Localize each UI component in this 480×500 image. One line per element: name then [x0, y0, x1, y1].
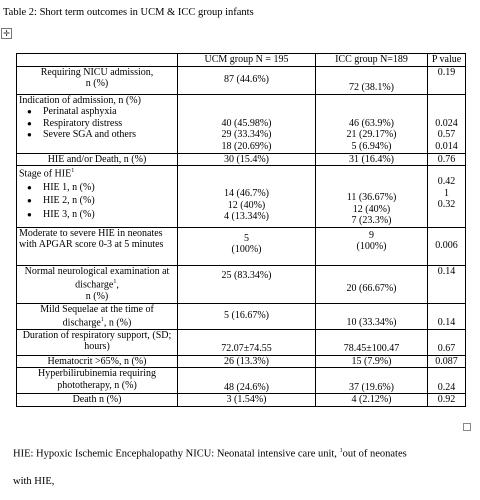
value: (100%)	[231, 244, 262, 255]
cell-ucm: 26 (13.3%)	[178, 355, 316, 368]
footnote-mark: 1	[100, 317, 104, 323]
value: (100%)	[356, 241, 387, 252]
list-item	[19, 182, 175, 194]
table-row	[17, 368, 466, 394]
value: 29 (33.34%)	[221, 129, 272, 140]
table-row	[17, 303, 466, 329]
cell-icc: 37 (19.6%)	[316, 368, 428, 394]
table-row	[17, 153, 466, 166]
cell-ucm: 5 (16.67%)	[178, 303, 316, 329]
row-label-nicu	[17, 66, 178, 94]
item-text: HIE 2, n (%)	[43, 195, 95, 207]
value: 7 (23.3%)	[351, 215, 392, 226]
row-label-indication	[17, 94, 178, 153]
header-empty-cell	[17, 54, 178, 67]
value: 5 (6.94%)	[351, 140, 392, 152]
list-item	[19, 106, 175, 118]
value: 0.42	[437, 176, 456, 187]
header-p: P value	[428, 54, 466, 67]
value: 12 (40%)	[352, 203, 391, 215]
label-line	[19, 166, 175, 180]
row-label-resp-support: Duration of respiratory support, (SD; hours)	[17, 329, 178, 355]
table-row	[17, 265, 466, 303]
table-row	[17, 66, 466, 94]
cell-ucm: 25 (83.34%)	[178, 265, 316, 303]
value: 14 (46.7%)	[224, 188, 269, 199]
cell-ucm: 72.07±74.55	[178, 329, 316, 355]
item-text: HIE 3, n (%)	[43, 208, 95, 220]
bullet-icon: ●	[27, 196, 32, 206]
cell-p: 0.92	[428, 394, 466, 407]
cell-p: 0.67	[428, 329, 466, 355]
cell-ucm	[178, 94, 316, 153]
row-label-hie-death: HIE and/or Death, n (%)	[17, 153, 178, 166]
table-row	[17, 94, 466, 153]
value: 1	[444, 187, 449, 199]
bullet-icon: ●	[27, 182, 32, 192]
table-title: Table 2: Short term outcomes in UCM & ICC group infants	[3, 7, 254, 18]
footnote-mark: 1	[113, 279, 117, 285]
value: 18 (20.69%)	[221, 140, 272, 152]
cell-ucm: 48 (24.6%)	[178, 368, 316, 394]
item-text: Respiratory distress	[43, 117, 123, 129]
row-label-normal-neuro	[17, 265, 178, 303]
table-row	[17, 394, 466, 407]
item-text: Severe SGA and others	[43, 129, 137, 140]
bullet-icon: ●	[27, 209, 32, 219]
row-label-mild-sequelae	[17, 303, 178, 329]
cell-icc: 10 (33.34%)	[316, 303, 428, 329]
value: 21 (29.17%)	[346, 129, 397, 140]
table-move-handle-icon[interactable]: ✛	[1, 28, 12, 39]
value: 0.014	[435, 140, 458, 152]
header-ucm: UCM group N = 195	[178, 54, 316, 67]
table-row	[17, 166, 466, 228]
item-text: Perinatal asphyxia	[43, 106, 117, 117]
list-item	[19, 209, 175, 221]
label-text: ,	[116, 279, 119, 291]
footnote-text: HIE: Hypoxic Ischemic Encephalopathy NICU: Neonatal intensive care unit,	[13, 448, 340, 460]
row-label-hematocrit: Hematocrit >65%, n (%)	[17, 355, 178, 368]
label-line: Indication of admission, n (%)	[19, 94, 141, 106]
cell-icc: 15 (7.9%)	[316, 355, 428, 368]
cell-icc	[316, 94, 428, 153]
footnote-mark: 1	[339, 448, 343, 454]
cell-icc	[316, 227, 428, 265]
value: 0.57	[437, 129, 456, 140]
value: 46 (63.9%)	[349, 117, 394, 129]
list-item	[19, 195, 175, 207]
label-text: Normal neurological examination at discharge	[24, 265, 170, 291]
table-row	[17, 329, 466, 355]
label-line: Requiring NICU admission,	[40, 66, 154, 78]
cell-p: 0.14	[428, 303, 466, 329]
bullet-icon: ●	[27, 130, 32, 139]
cell-p	[428, 94, 466, 153]
cell-p: 0.76	[428, 153, 466, 166]
header-icc: ICC group N=189	[316, 54, 428, 67]
bullet-icon: ●	[27, 107, 32, 116]
cell-p: 0.19	[428, 66, 466, 94]
row-label-stage	[17, 166, 178, 228]
value: 4 (13.34%)	[224, 211, 269, 222]
cell-ucm: 30 (15.4%)	[178, 153, 316, 166]
label-text: Mild Sequelae at the time of discharge	[40, 303, 154, 329]
value: 5	[244, 232, 249, 244]
footnote-mark: 1	[71, 168, 75, 174]
label-text: , n (%)	[103, 317, 132, 329]
cell-ucm	[178, 166, 316, 228]
cell-icc	[316, 166, 428, 228]
value: 11 (36.67%)	[346, 192, 397, 203]
table-row	[17, 355, 466, 368]
cell-p: 0.006	[428, 227, 466, 265]
value: 9	[369, 229, 374, 241]
row-label-hyperbilirubinemia: Hyperbilirubinemia requiring phototherapy, n (%)	[17, 368, 178, 394]
cell-p: 0.14	[428, 265, 466, 303]
list-item	[19, 129, 175, 141]
cell-ucm: 3 (1.54%)	[178, 394, 316, 407]
item-text: HIE 1, n (%)	[43, 181, 95, 193]
list-item	[19, 118, 175, 130]
cell-ucm: 87 (44.6%)	[178, 66, 316, 94]
cell-p: 0.24	[428, 368, 466, 394]
footnote-text: out of neonates	[342, 448, 407, 460]
label-text: Stage of HIE	[19, 168, 72, 180]
bullet-icon: ●	[27, 118, 32, 128]
cell-icc: 72 (38.1%)	[316, 66, 428, 94]
footnote-line-1	[13, 448, 407, 460]
row-label-death: Death n (%)	[17, 394, 178, 407]
cell-icc: 4 (2.12%)	[316, 394, 428, 407]
footnote-line-2: with HIE,	[13, 476, 55, 487]
table-resize-handle-icon[interactable]	[463, 423, 471, 431]
row-label-apgar: Moderate to severe HIE in neonates with APGAR score 0-3 at 5 minutes	[17, 227, 178, 265]
table-header-row	[17, 54, 466, 67]
cell-icc: 20 (66.67%)	[316, 265, 428, 303]
cell-ucm	[178, 227, 316, 265]
value: 0.32	[437, 199, 456, 210]
cell-p: 0.087	[428, 355, 466, 368]
cell-icc: 31 (16.4%)	[316, 153, 428, 166]
value: 0.024	[435, 117, 458, 129]
value: 12 (40%)	[227, 199, 266, 211]
label-line: n (%)	[85, 78, 109, 89]
outcomes-table	[16, 53, 466, 407]
table-row	[17, 227, 466, 265]
value: 40 (45.98%)	[221, 117, 272, 129]
cell-icc: 78.45±100.47	[316, 329, 428, 355]
cell-p	[428, 166, 466, 228]
label-line: n (%)	[85, 290, 109, 302]
